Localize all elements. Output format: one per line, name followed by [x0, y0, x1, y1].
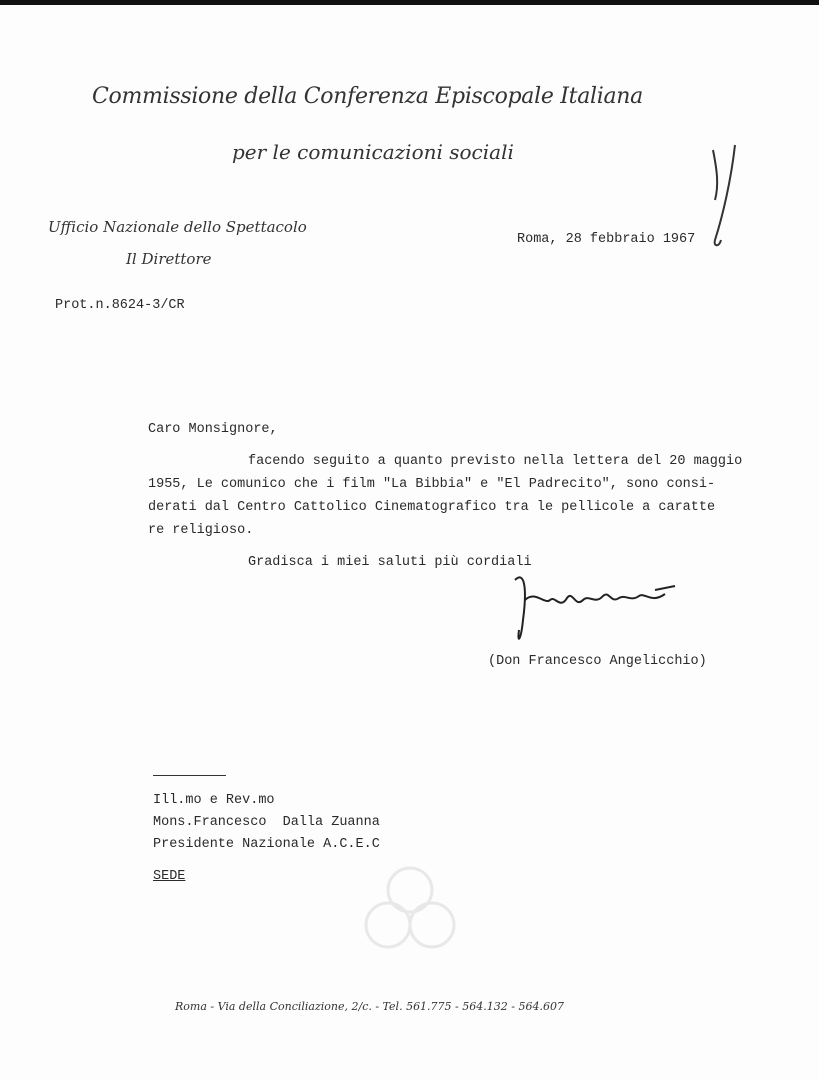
office-name: Ufficio Nazionale dello Spettacolo	[48, 218, 307, 236]
body-line: derati dal Centro Cattolico Cinematografico tra le pellicole a caratte	[148, 500, 716, 515]
body-line: re religioso.	[148, 523, 254, 538]
closing: Gradisca i miei saluti più cordiali	[248, 555, 532, 570]
letter-date: Roma, 28 febbraio 1967	[517, 232, 696, 247]
handwritten-mark	[705, 140, 745, 250]
scan-edge	[0, 0, 819, 5]
recipient-sede: SEDE	[153, 869, 186, 884]
body-line: facendo seguito a quanto previsto nella lettera del 20 maggio	[248, 454, 743, 469]
recipient-line: Ill.mo e Rev.mo	[153, 793, 275, 808]
recipient-line: Presidente Nazionale A.C.E.C	[153, 837, 380, 852]
watermark-emblem	[360, 860, 460, 970]
letter-body	[148, 418, 742, 574]
recipient-line: Mons.Francesco Dalla Zuanna	[153, 815, 380, 830]
signature	[505, 560, 695, 650]
divider	[153, 775, 226, 776]
signatory-name: (Don Francesco Angelicchio)	[488, 654, 707, 669]
office-role: Il Direttore	[126, 250, 212, 268]
protocol-number: Prot.n.8624-3/CR	[55, 298, 185, 313]
body-line: 1955, Le comunico che i film "La Bibbia" e "El Padrecito", sono consi-	[148, 477, 716, 492]
salutation: Caro Monsignore,	[148, 422, 278, 437]
letterhead-title: Commissione della Conferenza Episcopale Italiana	[92, 84, 643, 109]
recipient-address	[153, 790, 380, 888]
letterhead-subtitle: per le comunicazioni sociali	[232, 140, 514, 164]
footer-address: Roma - Via della Conciliazione, 2/c. - Tel. 561.775 - 564.132 - 564.607	[175, 1000, 564, 1013]
